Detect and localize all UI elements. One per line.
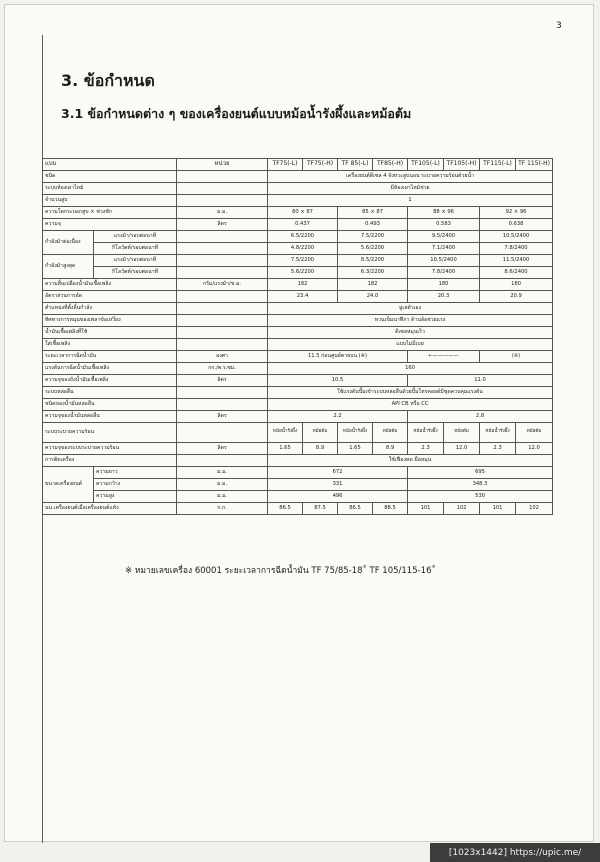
table-row: จำนวนสูบ 1 — [43, 195, 553, 207]
table-row: ความจุของถังน้ำมันเชื้อเพลิง ลิตร 10.5 11.0 — [43, 375, 553, 387]
table-row: อัตราส่วนการอัด 23.4 24.0 20.3 20.9 — [43, 291, 553, 303]
table-row: ระบบหล่อลื่น ใช้แรงดันปั๊มเข้าระบบหล่อลื่นด้วยปั๊มโทรคอยด์มีชุดควบคุมแรงดัน — [43, 387, 553, 399]
table-row: ความโตกระบอกสูบ × ช่วงชัก ม.ม. 80 × 87 85 × 87 88 × 96 92 × 96 — [43, 207, 553, 219]
table-row: แรงดันการฉีดน้ำมันเชื้อเพลิง กก./ต.ร.ซม. 160 — [43, 363, 553, 375]
spec-table — [42, 158, 553, 515]
table-row: กิโลวัตต์/รอบต่อนาที 4.8/2200 5.6/2200 7.1/2400 7.8/2400 — [43, 243, 553, 255]
section-heading: 3. ข้อกำหนด — [61, 71, 155, 90]
table-header: แบบ หน่วย TF75(-L) TF75(-H) TF 85(-L) TF85(-H) TF105(-L) TF105(-H) TF115(-L) TF 115(-H) — [43, 159, 553, 171]
table-row: ระบบห้องเผาไหม้ มีห้องเผาไหม้ช่วย — [43, 183, 553, 195]
table-row: ใส่เชื้อเพลิง แบบไม่มีเบย — [43, 339, 553, 351]
subsection-heading: 3.1 ข้อกำหนดต่าง ๆ ของเครื่องยนต์แบบหม้อน้ำรังผึ้งและหม้อต้ม — [61, 106, 412, 121]
table-row: ความจุ ลิตร 0.437 0.493 0.583 0.638 — [43, 219, 553, 231]
table-row: กำลังม้าต่อเนื่อง แรงม้า/รอบต่อนาที 6.5/2200 7.5/2200 9.5/2400 10.5/2400 — [43, 231, 553, 243]
table-row: กำลังม้าสูงสุด แรงม้า/รอบต่อนาที 7.5/2200 8.5/2200 10.5/2400 11.5/2400 — [43, 255, 553, 267]
table-row: ความสูง ม.ม. 496 530 — [43, 491, 553, 503]
table-row: ความกว้าง ม.ม. 331 348.3 — [43, 479, 553, 491]
footnote: ※ หมายเลขเครื่อง 60001 ระยะเวลาการฉีดน้ำมัน TF 75/85-18˚ TF 105/115-16˚ — [125, 566, 436, 576]
page-number: 3 — [556, 21, 562, 31]
table-row: ระบบระบายความร้อน หม้อน้ำรังผึ้ง หม้อต้ม หม้อน้ำรังผึ้ง หม้อต้ม หม้อน้ำรังผึ้ง หม้อต้ม หม้อน้ำรังผึ้ง หม้อต้ม — [43, 423, 553, 443]
table-row: ขนาดเครื่องยนต์ ความยาว ม.ม. 672 695 — [43, 467, 553, 479]
table-row: น้ำมันเชื้อเพลิงที่ใช้ ดีเซลหมุนเร็ว — [43, 327, 553, 339]
watermark: [1023x1442] https://upic.me/ — [430, 843, 600, 862]
table-row: ชนิด เครื่องยนต์ดีเซล 4 จังหวะสูบนอน ระบายความร้อนด้วยน้ำ — [43, 171, 553, 183]
table-row: ระยะเวลาการฉีดน้ำมัน องศา 11.5 ก่อนศูนย์ตายบน (※) ←————— (※) — [43, 351, 553, 363]
table-row: การติดเครื่อง ใช้เฟืองทด มือหมุน — [43, 455, 553, 467]
table-row: ความจุของระบบระบายความร้อน ลิตร 1.65 8.9 1.65 8.9 2.3 12.0 2.3 12.0 — [43, 443, 553, 455]
document-page — [4, 4, 594, 842]
table-row: ชนิดของน้ำมันหล่อลื่น API CB หรือ CC — [43, 399, 553, 411]
arrow-left-icon: ←————— — [408, 351, 480, 363]
table-row: ทิศทางการหมุนของเพลาข้อเหวี่ยง ทวนเข็มนาฬิกา ด้านล้อช่วยแรง — [43, 315, 553, 327]
table-row: นน.เครื่องยนต์เมื่อเครื่องยนต์แห้ง ก.ก. 86.5 87.5 86.5 88.5 101 102 101 102 — [43, 503, 553, 515]
table-row: กิโลวัตต์/รอบต่อนาที 5.6/2200 6.3/2200 7.8/2400 8.6/2400 — [43, 267, 553, 279]
table-row: ตำแหน่งที่ตั้งลิ้นกำลัง มู่เล่ตัวเอง — [43, 303, 553, 315]
table-row: ความสิ้นเปลืองน้ำมันเชื้อเพลิง กรัม/แรงม้า/ช.ม. 182 182 180 180 — [43, 279, 553, 291]
table-row: ความจุของน้ำมันหล่อลื่น ลิตร 2.2 2.8 — [43, 411, 553, 423]
